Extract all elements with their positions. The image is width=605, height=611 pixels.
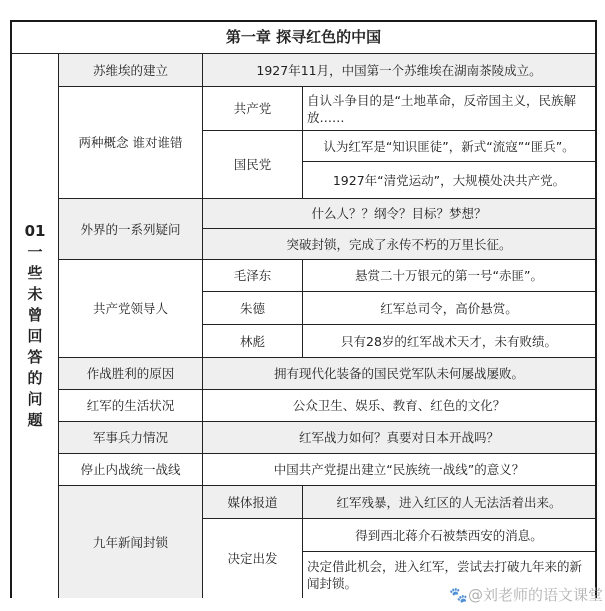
content-cell: 什么人？？纲令？目标？梦想？ bbox=[203, 199, 595, 229]
topic-cell: 共产党领导人 bbox=[59, 260, 203, 358]
content-cell: 红军战力如何？真要对日本开战吗？ bbox=[203, 422, 595, 454]
content-cell: 认为红军是“知识匪徒”，新式“流寇”“匪兵”。 bbox=[303, 131, 595, 162]
section-char: 的 bbox=[27, 369, 43, 387]
content-cell: 只有28岁的红军战术天才，未有败绩。 bbox=[303, 325, 595, 358]
section-char: 未 bbox=[27, 285, 43, 303]
content-cell: 自认斗争目的是“土地革命，反帝国主义，民族解放…… bbox=[303, 87, 595, 131]
section-char: 题 bbox=[27, 411, 43, 429]
content-cell: 中国共产党提出建立“民族统一战线”的意义？ bbox=[203, 454, 595, 486]
sub-label-cell: 媒体报道 bbox=[203, 486, 303, 519]
section-char: 曾 bbox=[27, 306, 43, 324]
content-cell: 拥有现代化装备的国民党军队未何屡战屡败。 bbox=[203, 358, 595, 390]
sub-label-cell: 朱德 bbox=[203, 292, 303, 325]
section-char: 些 bbox=[27, 264, 43, 282]
sub-label-cell: 林彪 bbox=[203, 325, 303, 358]
content-cell: 1927年“清党运动”，大规模处决共产党。 bbox=[303, 162, 595, 199]
content-cell: 突破封锁，完成了永传不朽的万里长征。 bbox=[203, 229, 595, 260]
table-title: 第一章 探寻红色的中国 bbox=[12, 22, 595, 54]
topic-cell: 九年新闻封锁 bbox=[59, 486, 203, 598]
topic-cell: 两种概念 谁对谁错 bbox=[59, 87, 203, 199]
content-cell: 得到西北蒋介石被禁西安的消息。 bbox=[303, 519, 595, 552]
content-cell: 红军残暴，进入红区的人无法活着出来。 bbox=[303, 486, 595, 519]
section-number: 01 bbox=[24, 222, 46, 240]
topic-cell: 作战胜利的原因 bbox=[59, 358, 203, 390]
content-cell: 决定借此机会，进入红军，尝试去打破九年来的新闻封锁。 bbox=[303, 552, 595, 598]
topic-cell: 军事兵力情况 bbox=[59, 422, 203, 454]
content-cell: 公众卫生、娱乐、教育、红色的文化？ bbox=[203, 390, 595, 422]
sub-label-cell: 决定出发 bbox=[203, 519, 303, 598]
topic-cell: 外界的一系列疑问 bbox=[59, 199, 203, 260]
watermark: 🐾@刘老师的语文课堂 bbox=[449, 586, 603, 604]
section-char: 问 bbox=[27, 390, 43, 408]
topic-cell: 苏维埃的建立 bbox=[59, 54, 203, 87]
sub-label-cell: 国民党 bbox=[203, 131, 303, 199]
sub-label-cell: 毛泽东 bbox=[203, 260, 303, 292]
section-char: 一 bbox=[27, 243, 43, 261]
content-cell: 1927年11月，中国第一个苏维埃在湖南茶陵成立。 bbox=[203, 54, 595, 87]
chapter-table bbox=[10, 20, 597, 598]
topic-cell: 停止内战统一战线 bbox=[59, 454, 203, 486]
section-char: 答 bbox=[27, 348, 43, 366]
topic-cell: 红军的生活状况 bbox=[59, 390, 203, 422]
section-label bbox=[12, 54, 59, 598]
sub-label-cell: 共产党 bbox=[203, 87, 303, 131]
section-char: 回 bbox=[27, 327, 43, 345]
content-cell: 红军总司令，高价悬赏。 bbox=[303, 292, 595, 325]
content-cell: 悬赏二十万银元的第一号“赤匪”。 bbox=[303, 260, 595, 292]
